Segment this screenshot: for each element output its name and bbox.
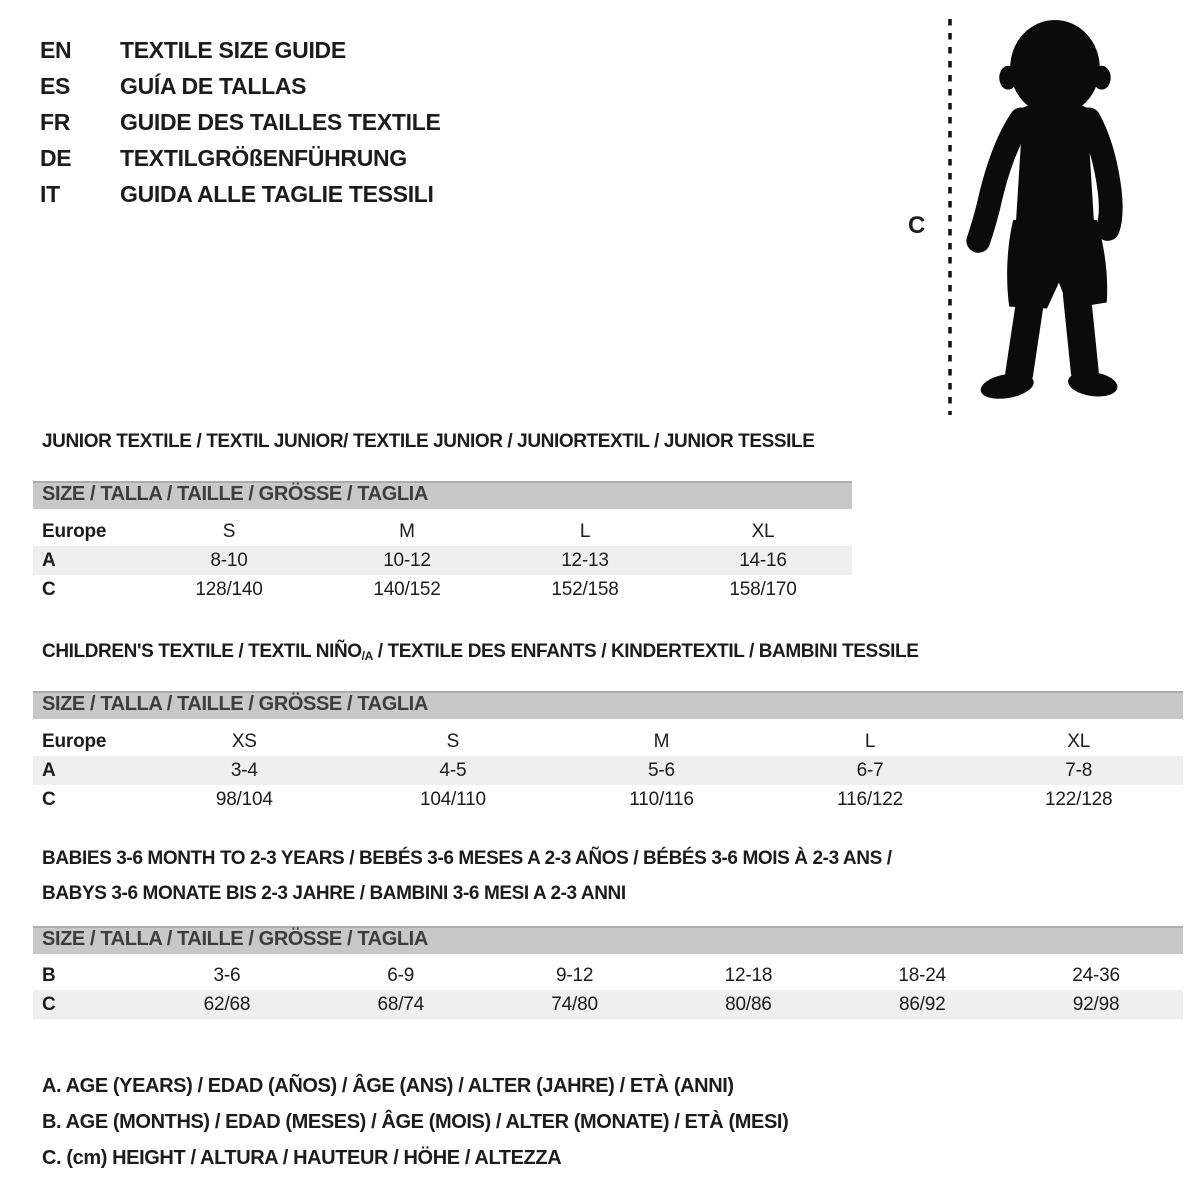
height-cell: 104/110 — [419, 789, 486, 810]
children-title-subscript: /A — [361, 649, 373, 663]
junior-textile-section — [33, 430, 852, 604]
language-code: IT — [40, 181, 60, 207]
height-cell: 158/170 — [729, 579, 797, 600]
footnote-legend — [42, 1068, 788, 1176]
toddler-silhouette-image — [963, 16, 1133, 414]
height-cell: 86/92 — [898, 994, 946, 1015]
height-cell: 80/86 — [725, 994, 772, 1015]
height-cell: 140/152 — [373, 579, 441, 600]
size-cell: M — [399, 521, 415, 542]
height-cell: 116/122 — [837, 789, 904, 810]
age-cell: 12-13 — [561, 550, 609, 571]
language-row — [40, 32, 441, 68]
babies-textile-section — [33, 841, 1183, 1019]
row-label: C — [42, 789, 56, 810]
table-row — [33, 785, 1183, 814]
language-title: TEXTILGRÖßENFÜHRUNG — [120, 145, 407, 171]
language-title: GUIDA ALLE TAGLIE TESSILI — [120, 181, 434, 207]
height-cell: 152/158 — [551, 579, 619, 600]
language-title: GUÍA DE TALLAS — [120, 73, 307, 99]
footnote-age-months: B. AGE (MONTHS) / EDAD (MESES) / ÂGE (MOIS) / ALTER (MONATE) / ETÀ (MESI) — [42, 1111, 789, 1133]
size-cell: L — [864, 731, 876, 752]
language-title: GUIDE DES TAILLES TEXTILE — [120, 109, 441, 135]
language-row — [40, 104, 441, 140]
children-size-header-bar: SIZE / TALLA / TAILLE / GRÖSSE / TAGLIA — [33, 691, 1183, 719]
row-label: A — [42, 550, 56, 571]
size-cell: XS — [231, 731, 257, 752]
language-list — [40, 32, 441, 212]
footnote-height-cm: C. (cm) HEIGHT / ALTURA / HAUTEUR / HÖHE / ALTEZZA — [42, 1147, 562, 1169]
children-table — [33, 727, 1183, 814]
age-months-cell: 12-18 — [724, 965, 773, 986]
language-code: ES — [40, 73, 71, 99]
language-code: EN — [40, 37, 72, 63]
table-row — [33, 727, 1183, 756]
table-row — [33, 517, 852, 546]
junior-table — [33, 517, 852, 604]
age-cell: 14-16 — [739, 550, 787, 571]
row-label: B — [42, 965, 56, 986]
children-section-title — [33, 640, 1183, 665]
language-code: FR — [40, 109, 71, 135]
language-row — [40, 176, 441, 212]
height-cell: 110/116 — [629, 789, 694, 810]
size-cell: XL — [751, 521, 775, 542]
age-cell: 10-12 — [383, 550, 431, 571]
table-row — [33, 990, 1183, 1019]
size-cell: S — [222, 521, 236, 542]
row-label: C — [42, 579, 56, 600]
age-months-cell: 3-6 — [213, 965, 241, 986]
age-cell: 3-4 — [230, 760, 258, 781]
age-cell: 5-6 — [648, 760, 675, 781]
height-dashed-line — [946, 16, 954, 418]
row-label: Europe — [42, 731, 107, 752]
height-cell: 122/128 — [1045, 789, 1113, 810]
age-cell: 6-7 — [856, 760, 884, 781]
height-cell: 98/104 — [215, 789, 273, 810]
size-cell: L — [579, 521, 591, 542]
height-measure-label: C — [908, 212, 926, 239]
age-months-cell: 24-36 — [1072, 965, 1120, 986]
height-cell: 92/98 — [1072, 994, 1120, 1015]
children-title-text: / TEXTILE DES ENFANTS / KINDERTEXTIL / BAMBINI TESSILE — [372, 641, 919, 662]
babies-section-title-line1: BABIES 3-6 MONTH TO 2-3 YEARS / BEBÉS 3-6 MESES A 2-3 AÑOS / BÉBÉS 3-6 MOIS À 2-3 ANS / — [42, 848, 892, 869]
footnote-age-years: A. AGE (YEARS) / EDAD (AÑOS) / ÂGE (ANS) / ALTER (JAHRE) / ETÀ (ANNI) — [42, 1075, 734, 1097]
size-cell: S — [446, 731, 460, 752]
height-cell: 128/140 — [195, 579, 263, 600]
table-row — [33, 756, 1183, 785]
table-row — [33, 575, 852, 604]
age-cell: 7-8 — [1065, 760, 1093, 781]
children-textile-section — [33, 640, 1183, 814]
table-row — [33, 961, 1183, 990]
junior-section-title: JUNIOR TEXTILE / TEXTIL JUNIOR/ TEXTILE JUNIOR / JUNIORTEXTIL / JUNIOR TESSILE — [42, 431, 815, 452]
height-cell: 62/68 — [203, 994, 251, 1015]
junior-size-header-bar: SIZE / TALLA / TAILLE / GRÖSSE / TAGLIA — [33, 481, 852, 509]
size-cell: XL — [1067, 731, 1091, 752]
age-cell: 4-5 — [439, 760, 467, 781]
babies-section-title-line2: BABYS 3-6 MONATE BIS 2-3 JAHRE / BAMBINI 3-6 MESI A 2-3 ANNI — [42, 883, 626, 904]
age-cell: 8-10 — [210, 550, 248, 571]
babies-table — [33, 961, 1183, 1019]
language-title: TEXTILE SIZE GUIDE — [120, 37, 346, 63]
row-label: Europe — [42, 521, 107, 542]
row-label: A — [42, 760, 56, 781]
children-title-text: CHILDREN'S TEXTILE / TEXTIL NIÑO — [42, 641, 362, 662]
height-cell: 68/74 — [377, 994, 425, 1015]
age-months-cell: 6-9 — [387, 965, 415, 986]
babies-size-header-bar: SIZE / TALLA / TAILLE / GRÖSSE / TAGLIA — [33, 926, 1183, 954]
language-row — [40, 68, 441, 104]
size-cell: M — [653, 731, 670, 752]
table-row — [33, 546, 852, 575]
language-code: DE — [40, 145, 72, 171]
age-months-cell: 9-12 — [555, 965, 594, 986]
age-months-cell: 18-24 — [898, 965, 947, 986]
row-label: C — [42, 994, 56, 1015]
language-row — [40, 140, 441, 176]
height-cell: 74/80 — [551, 994, 598, 1015]
